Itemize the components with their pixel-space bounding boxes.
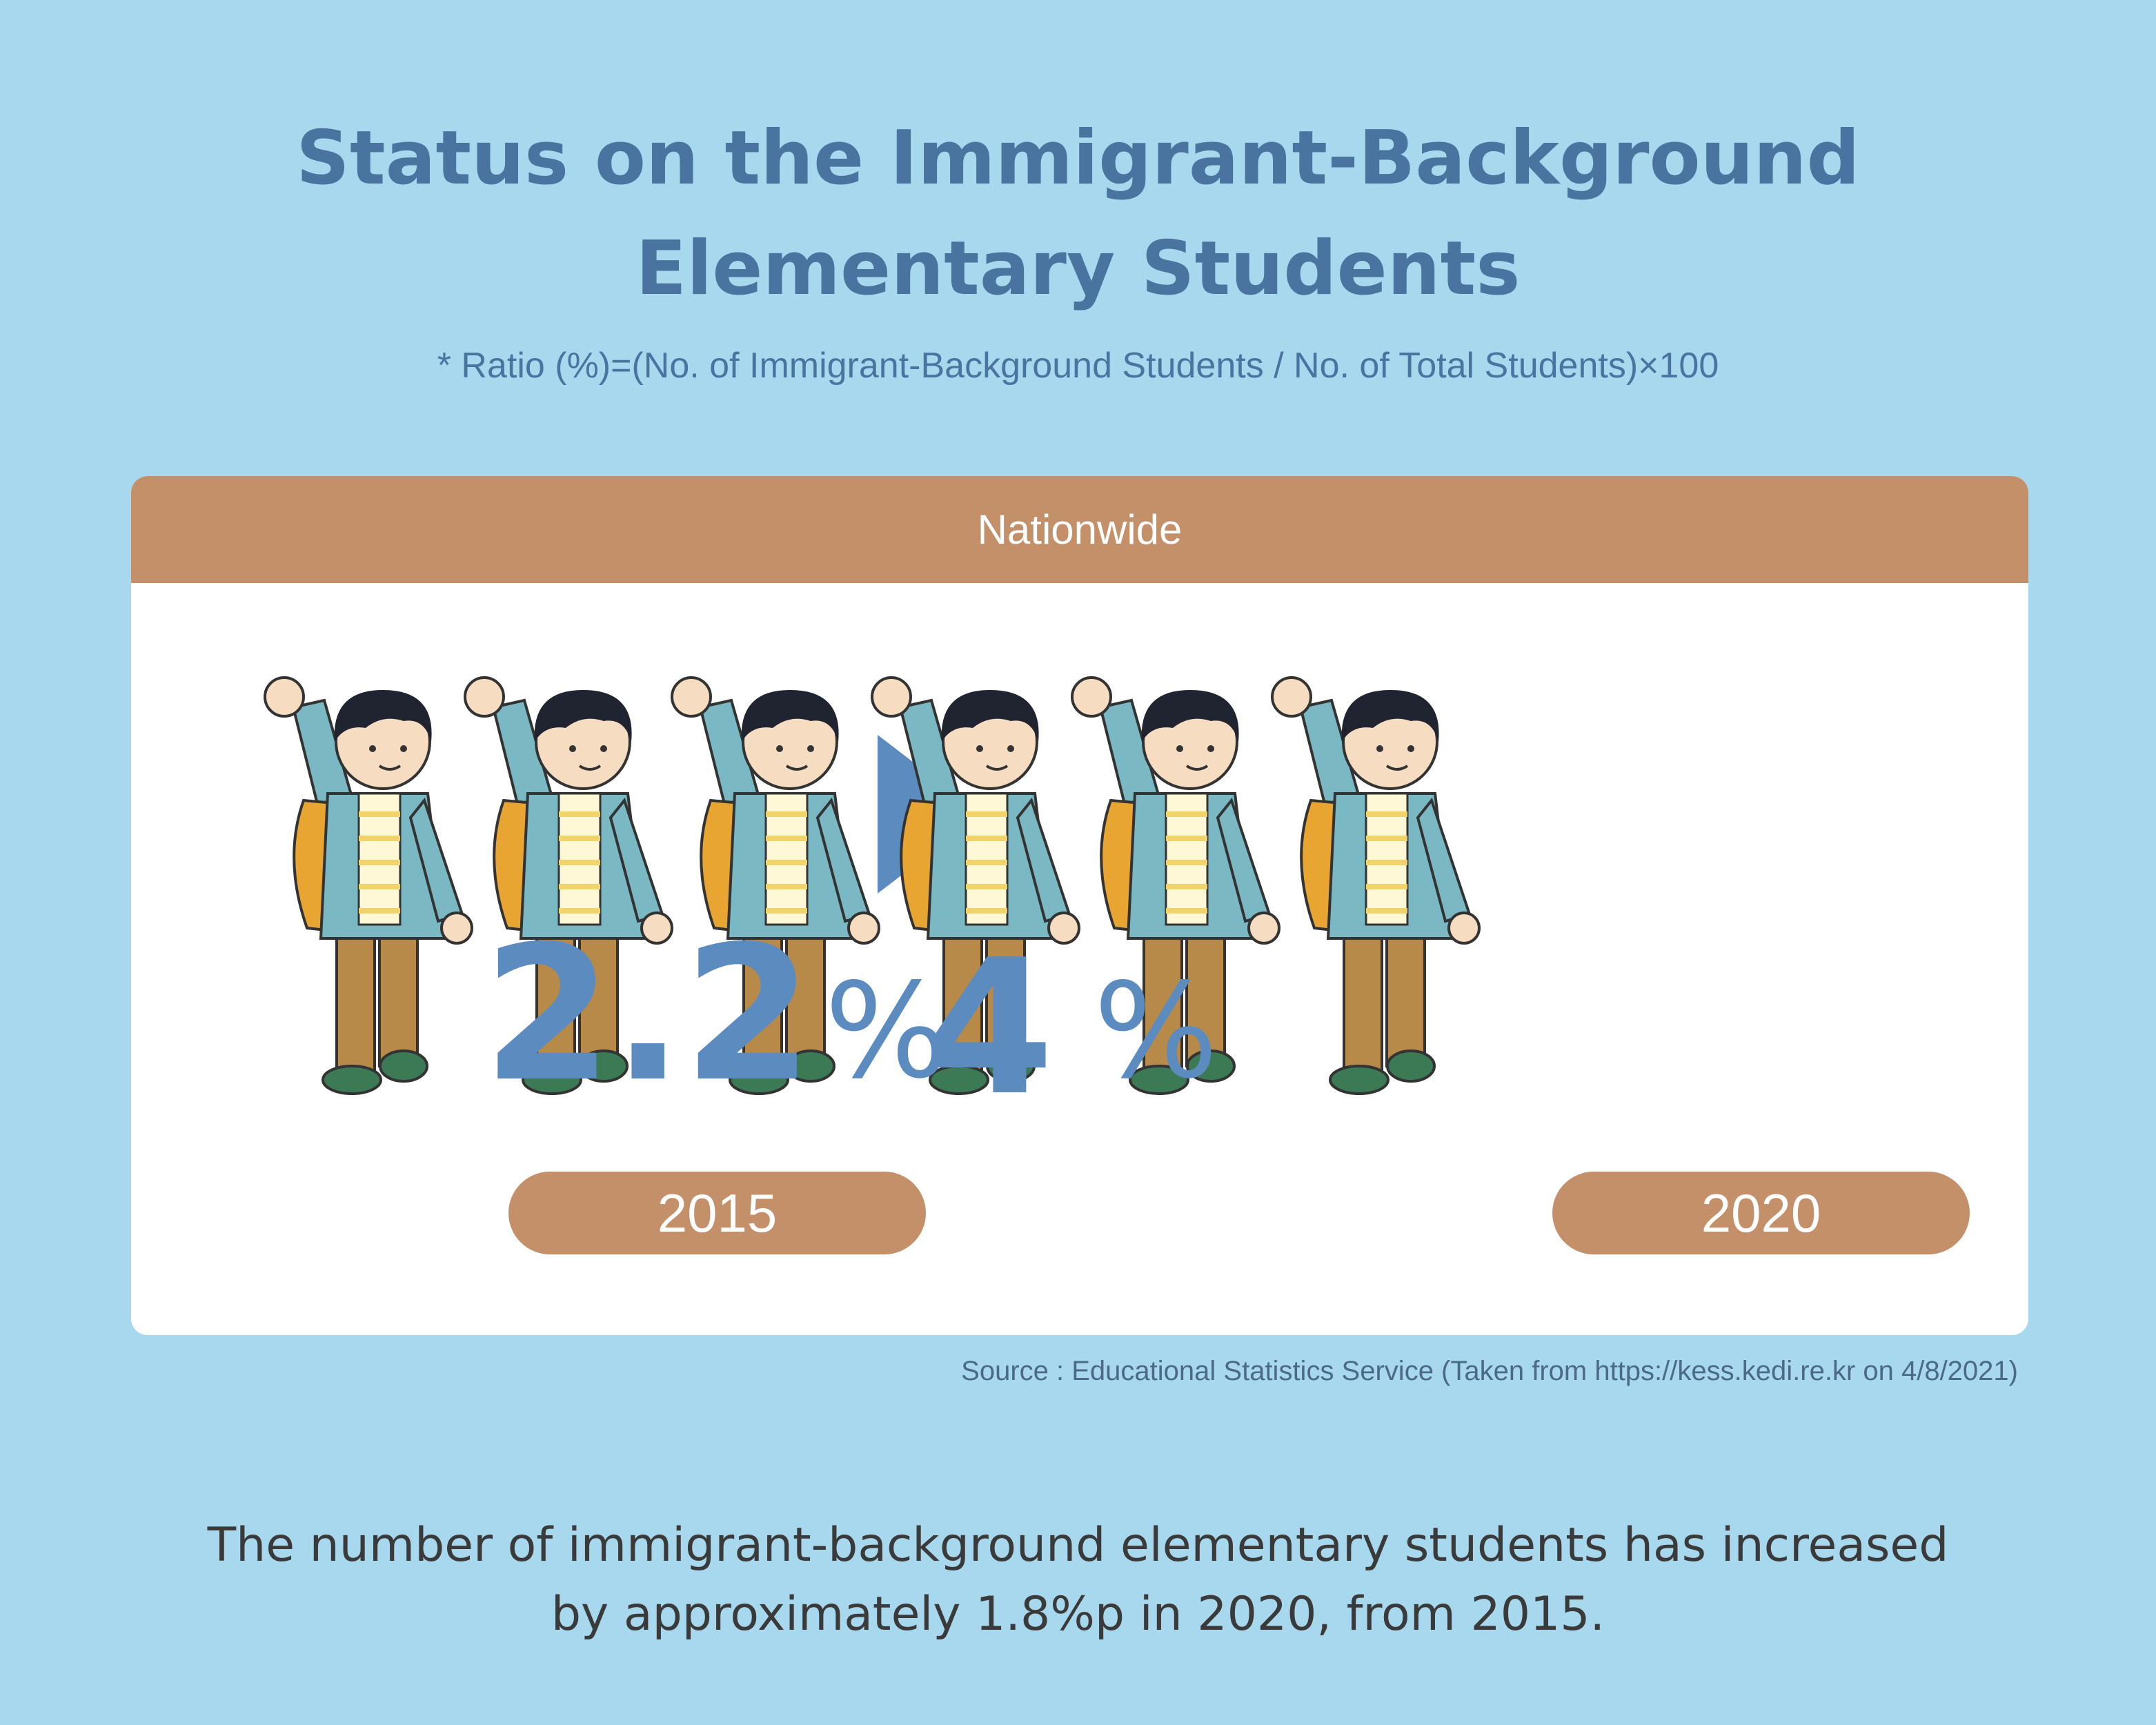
ratio-2020-value: 4 <box>924 919 1054 1136</box>
ratio-2020-unit: % <box>1094 955 1218 1107</box>
conclusion-text <box>0 1511 2156 1649</box>
card-header: Nationwide <box>131 476 2028 583</box>
page-title <box>0 103 2156 324</box>
ratio-2015-value: 2.2 <box>483 905 813 1123</box>
student-figure <box>255 666 483 1114</box>
title-line-1: Status on the Immigrant-Background <box>296 115 1860 201</box>
year-2020-pill: 2020 <box>1552 1172 1970 1254</box>
ratio-2015-unit: % <box>824 955 949 1107</box>
conclusion-line-2: by approximately 1.8%p in 2020, from 2015. <box>551 1587 1605 1642</box>
year-2015-pill: 2015 <box>508 1172 926 1254</box>
nationwide-card <box>131 476 2028 1335</box>
title-line-2: Elementary Students <box>635 226 1521 312</box>
conclusion-line-1: The number of immigrant-background elementary students has increased <box>207 1518 1949 1573</box>
student-figure <box>1263 666 1490 1114</box>
ratio-formula: * Ratio (%)=(No. of Immigrant-Background Students / No. of Total Students)×100 <box>437 346 1719 386</box>
source-note: Source : Educational Statistics Service (Taken from https://kess.kedi.re.kr on 4/8/2021) <box>961 1356 2018 1386</box>
